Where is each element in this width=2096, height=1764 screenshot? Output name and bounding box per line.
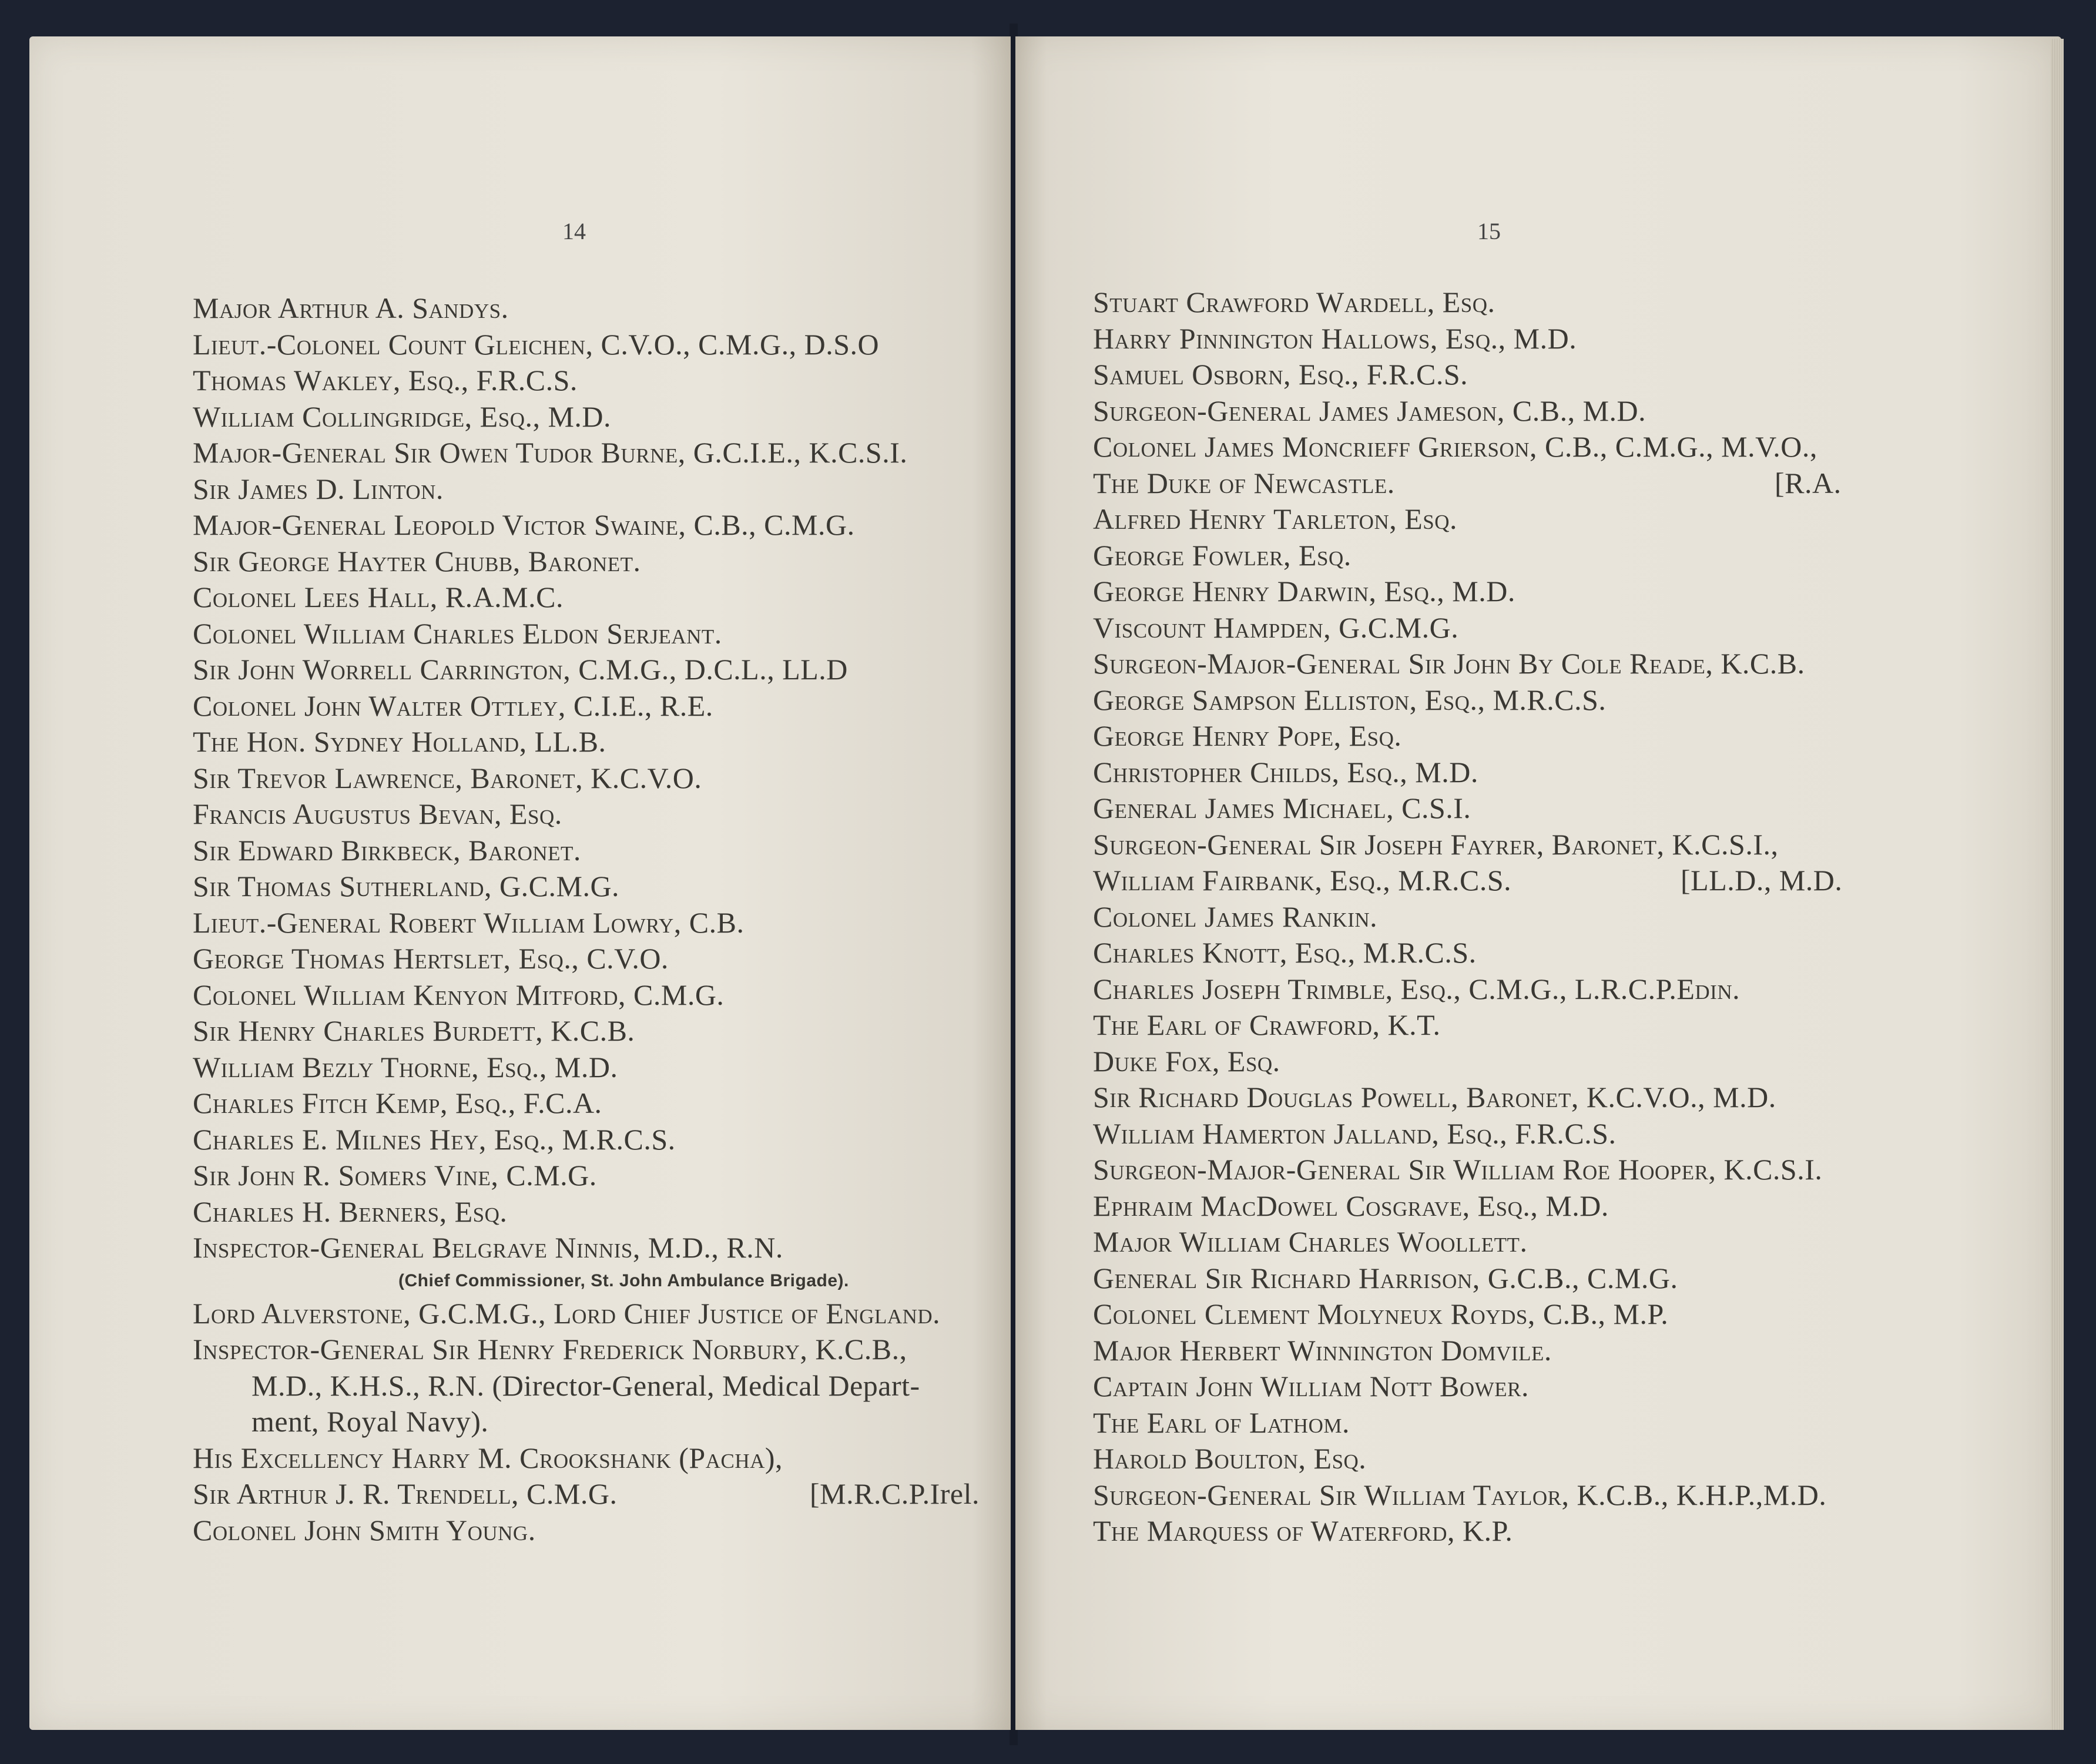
- list-entry: George Sampson Elliston, Esq., M.R.C.S.: [1093, 683, 1607, 716]
- list-entry: George Henry Pope, Esq.: [1093, 719, 1402, 752]
- list-entry: Surgeon-Major-General Sir William Roe Hooper, K.C.S.I.: [1093, 1153, 1823, 1186]
- list-entry: Colonel Lees Hall, R.A.M.C.: [193, 581, 564, 613]
- list-entry-text: William Fairbank, Esq., M.R.C.S.: [1093, 864, 1512, 897]
- list-entry: Major-General Leopold Victor Swaine, C.B., C.M.G.: [193, 508, 855, 541]
- list-entry: Sir Henry Charles Burdett, K.C.B.: [193, 1014, 635, 1047]
- list-entry: Colonel James Rankin.: [1093, 900, 1378, 933]
- list-entry: Inspector-General Belgrave Ninnis, M.D., R.N.: [193, 1231, 783, 1264]
- list-entry: Sir Edward Birkbeck, Baronet.: [193, 833, 581, 867]
- list-entry: Lord Alverstone, G.C.M.G., Lord Chief Justice of England.: [193, 1296, 941, 1330]
- list-entry: Sir Trevor Lawrence, Baronet, K.C.V.O.: [193, 761, 702, 794]
- list-entry: Colonel William Kenyon Mitford, C.M.G.: [193, 978, 725, 1011]
- list-entry: Thomas Wakley, Esq., F.R.C.S.: [193, 364, 578, 397]
- list-entry: George Thomas Hertslet, Esq., C.V.O.: [193, 942, 669, 975]
- list-entry: General James Michael, C.S.I.: [1093, 792, 1471, 824]
- list-entry: Sir James D. Linton.: [193, 472, 444, 505]
- list-entry: Duke Fox, Esq.: [1093, 1044, 1280, 1078]
- list-entry: Samuel Osborn, Esq., F.R.C.S.: [1093, 358, 1468, 391]
- list-entry: Stuart Crawford Wardell, Esq.: [1093, 286, 1495, 318]
- list-entry: His Excellency Harry M. Crookshank (Pacha),: [193, 1441, 783, 1474]
- page-edges: [2051, 39, 2064, 1730]
- list-entry: Sir Richard Douglas Powell, Baronet, K.C.V.O., M.D.: [1093, 1081, 1776, 1114]
- list-entry: Sir Thomas Sutherland, G.C.M.G.: [193, 870, 620, 903]
- list-entry-text: The Duke of Newcastle.: [1093, 466, 1395, 499]
- list-entry: [1093, 465, 1898, 502]
- list-entry: Charles Joseph Trimble, Esq., C.M.G., L.R.C.P.Edin.: [1093, 972, 1740, 1005]
- list-entry: Major William Charles Woollett.: [1093, 1225, 1528, 1258]
- list-entry: Captain John William Nott Bower.: [1093, 1370, 1529, 1403]
- list-entry: William Bezly Thorne, Esq., M.D.: [193, 1050, 618, 1084]
- list-entry: Alfred Henry Tarleton, Esq.: [1093, 502, 1458, 535]
- list-entry: Harry Pinnington Hallows, Esq., M.D.: [1093, 321, 1577, 355]
- list-entry: Sir John R. Somers Vine, C.M.G.: [193, 1159, 597, 1192]
- fairbank-suffix: [LL.D., M.D.: [1681, 864, 1843, 897]
- list-entry: Lieut.-Colonel Count Gleichen, C.V.O., C.M.G., D.S.O: [193, 327, 880, 361]
- newcastle-suffix: [R.A.: [1775, 466, 1842, 499]
- list-entry: George Fowler, Esq.: [1093, 538, 1351, 572]
- list-entry: Charles H. Berners, Esq.: [193, 1195, 508, 1228]
- list-entry: Charles Fitch Kemp, Esq., F.C.A.: [193, 1086, 602, 1119]
- list-entry: Major Herbert Winnington Domvile.: [1093, 1333, 1552, 1367]
- list-entry: Surgeon-General Sir Joseph Fayrer, Baronet, K.C.S.I.,: [1093, 827, 1779, 861]
- list-entry: The Earl of Crawford, K.T.: [1093, 1008, 1441, 1041]
- list-entry: Surgeon-Major-General Sir John By Cole Reade, K.C.B.: [1093, 647, 1805, 680]
- continuation-line: ment, Royal Navy).: [251, 1405, 489, 1438]
- list-entry: Ephraim MacDowel Cosgrave, Esq., M.D.: [1093, 1189, 1609, 1222]
- list-entry: Colonel John Walter Ottley, C.I.E., R.E.: [193, 689, 713, 722]
- list-entry: The Earl of Lathom.: [1093, 1406, 1350, 1439]
- list-entry: Inspector-General Sir Henry Frederick Norbury, K.C.B.,: [193, 1333, 907, 1366]
- page-number-right: 15: [1477, 218, 1501, 244]
- list-entry: Surgeon-General James Jameson, C.B., M.D.: [1093, 394, 1646, 427]
- list-entry: Major Arthur A. Sandys.: [193, 291, 509, 324]
- list-entry: Charles E. Milnes Hey, Esq., M.R.C.S.: [193, 1122, 676, 1156]
- list-entry: The Marquess of Waterford, K.P.: [1093, 1514, 1513, 1547]
- list-entry: Colonel John Smith Young.: [193, 1513, 536, 1547]
- list-entry: Colonel James Moncrieff Grierson, C.B., C.M.G., M.V.O.,: [1093, 430, 1817, 463]
- trendell-suffix: [M.R.C.P.Irel.: [810, 1477, 980, 1510]
- list-entry: Major-General Sir Owen Tudor Burne, G.C.I.E., K.C.S.I.: [193, 436, 908, 469]
- list-entry: [1093, 863, 1898, 899]
- list-entry: Charles Knott, Esq., M.R.C.S.: [1093, 936, 1477, 969]
- list-entry: Christopher Childs, Esq., M.D.: [1093, 755, 1478, 789]
- list-entry: William Hamerton Jalland, Esq., F.R.C.S.: [1093, 1116, 1617, 1150]
- list-entry: Viscount Hampden, G.C.M.G.: [1093, 611, 1459, 644]
- list-entry: The Hon. Sydney Holland, LL.B.: [193, 725, 606, 758]
- right-entry-list: [1093, 284, 1898, 1550]
- list-entry: Francis Augustus Bevan, Esq.: [193, 797, 562, 830]
- list-entry: Sir John Worrell Carrington, C.M.G., D.C.L., LL.D: [193, 653, 848, 686]
- list-entry: Sir George Hayter Chubb, Baronet.: [193, 544, 641, 578]
- list-entry: General Sir Richard Harrison, G.C.B., C.M.G.: [1093, 1261, 1678, 1295]
- left-entry-list: [193, 290, 998, 1548]
- ninnis-note: (Chief Commissioner, St. John Ambulance Brigade).: [398, 1270, 849, 1290]
- list-entry-text: Sir Arthur J. R. Trendell, C.M.G.: [193, 1477, 618, 1510]
- list-entry: Surgeon-General Sir William Taylor, K.C.B., K.H.P.,M.D.: [1093, 1478, 1827, 1511]
- list-entry: [193, 1476, 998, 1513]
- list-entry: Colonel Clement Molyneux Royds, C.B., M.P.: [1093, 1297, 1669, 1330]
- list-entry: William Collingridge, Esq., M.D.: [193, 400, 612, 433]
- list-entry: Colonel William Charles Eldon Serjeant.: [193, 616, 722, 650]
- page-number-left: 14: [562, 218, 586, 244]
- list-entry: George Henry Darwin, Esq., M.D.: [1093, 575, 1515, 608]
- list-entry: Lieut.-General Robert William Lowry, C.B.: [193, 906, 745, 939]
- continuation-line: M.D., K.H.S., R.N. (Director-General, Medical Depart-: [251, 1369, 920, 1402]
- list-entry: Harold Boulton, Esq.: [1093, 1442, 1367, 1475]
